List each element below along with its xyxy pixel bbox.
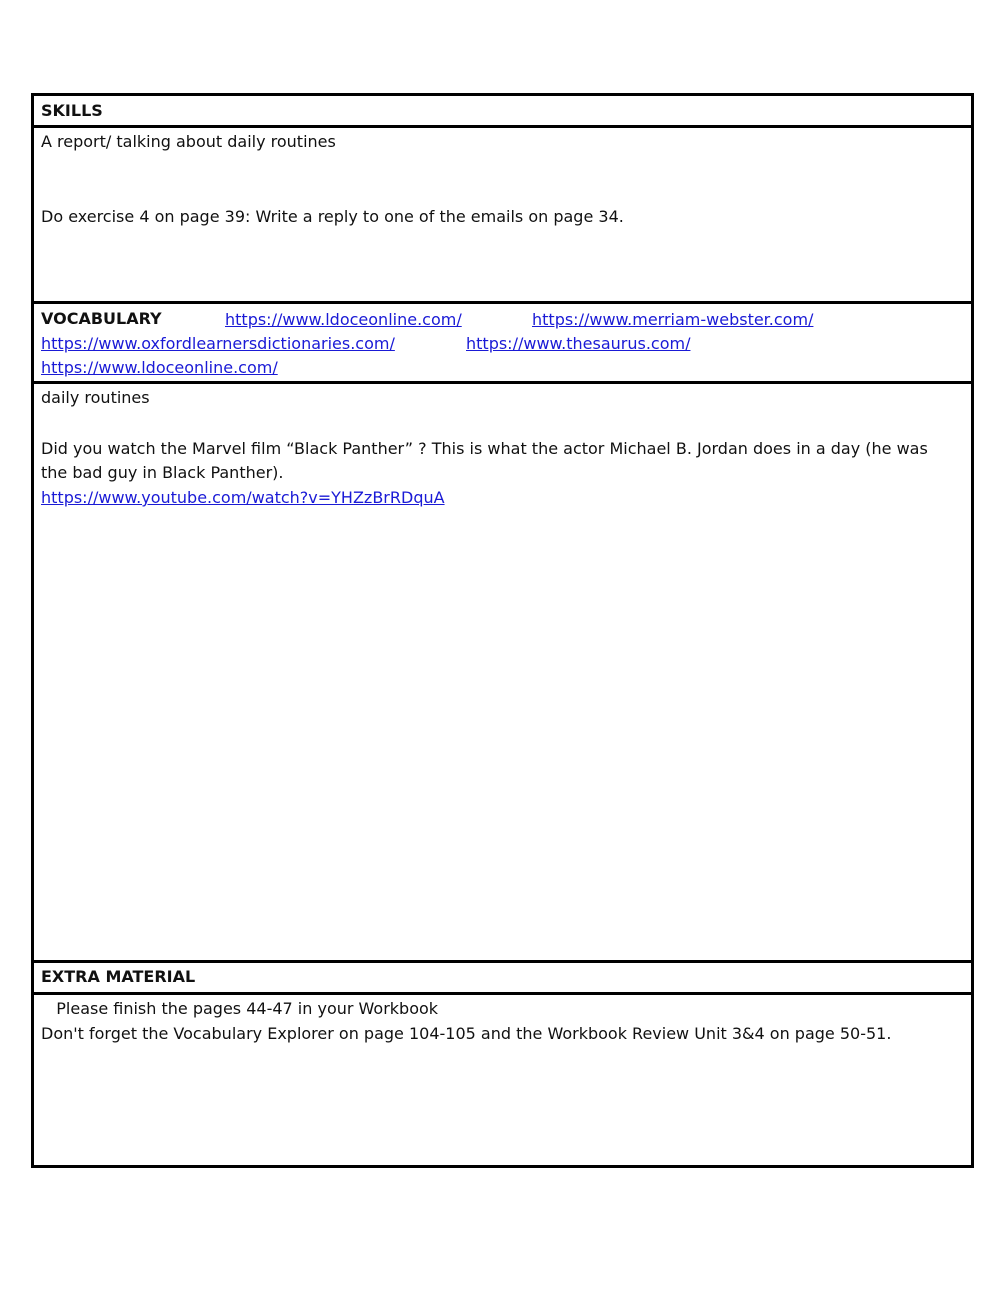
link-merriam-webster[interactable]: https://www.merriam-webster.com/ [532, 310, 814, 329]
skills-content-row [34, 128, 971, 304]
worksheet-table [31, 93, 974, 1168]
link-thesaurus[interactable]: https://www.thesaurus.com/ [466, 334, 691, 353]
daily-routines-row [34, 384, 971, 963]
vocabulary-header: VOCABULARY [41, 309, 162, 328]
skills-header: SKILLS [41, 101, 103, 120]
extra-line-1: Please finish the pages 44-47 in your Workbook [41, 999, 439, 1018]
extra-line-2: Don't forget the Vocabulary Explorer on page 104-105 and the Workbook Review Unit 3&4 on page 50-51. [41, 1024, 892, 1043]
skills-header-row [34, 96, 971, 128]
link-ldoceonline-2[interactable]: https://www.ldoceonline.com/ [41, 358, 278, 377]
vocabulary-row [34, 304, 971, 384]
black-panther-paragraph: Did you watch the Marvel film “Black Panther” ? This is what the actor Michael B. Jordan does in a day (he was the bad guy in Black Panther). [41, 439, 928, 482]
skills-line-2: Do exercise 4 on page 39: Write a reply to one of the emails on page 34. [41, 207, 624, 226]
daily-routines-title: daily routines [41, 388, 150, 407]
link-oxford-learners[interactable]: https://www.oxfordlearnersdictionaries.com/ [41, 334, 395, 353]
extra-material-content-row [34, 995, 971, 1165]
extra-material-header-row [34, 963, 971, 995]
youtube-link[interactable]: https://www.youtube.com/watch?v=YHZzBrRDquA [41, 488, 445, 507]
extra-material-header: EXTRA MATERIAL [41, 967, 196, 986]
link-ldoceonline[interactable]: https://www.ldoceonline.com/ [225, 310, 462, 329]
skills-line-1: A report/ talking about daily routines [41, 132, 336, 151]
